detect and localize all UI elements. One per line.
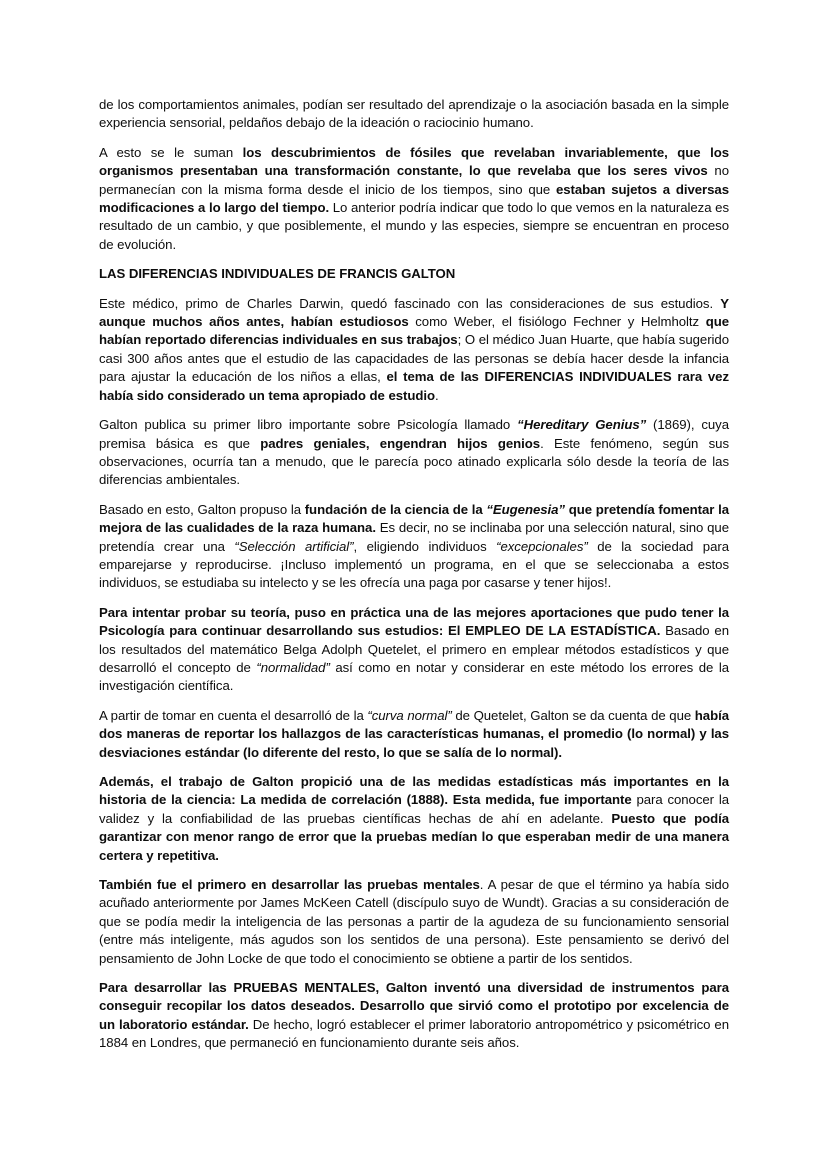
text-run-italic: “excepcionales” <box>496 538 588 554</box>
paragraph: Para desarrollar las PRUEBAS MENTALES, Galton inventó una diversidad de instrumentos para conseguir recopilar los datos deseados. Desarrollo que sirvió como el prototipo por excelencia de un laboratorio estándar. De hecho, logró establecer el primer laboratorio antropométrico y psicométrico en 1884 en Londres, que permaneció en funcionamiento durante seis años. <box>99 980 729 1051</box>
text-run-bold: Puesto que podía garantizar con menor rango de error que la pruebas medían lo que esperaban medir de una manera certera y repetitiva. <box>99 810 729 863</box>
text-run-bold: Y aunque muchos años antes, habían estudiosos <box>99 295 729 330</box>
text-run-bold: estaban sujetos a diversas modificaciones a lo largo del tiempo. <box>99 181 729 216</box>
text-run-bold-italic: “Hereditary Genius” <box>517 417 647 433</box>
text-run-bold: que habían reportado diferencias individuales en sus trabajos <box>99 314 729 348</box>
text-run-italic: “Selección artificial” <box>234 538 354 554</box>
text-run-bold: los descubrimientos de fósiles que revelaban invariablemente, que los organismos presentaban una transformación constante, lo que revelaba que los seres vivos <box>99 144 729 179</box>
paragraph: A partir de tomar en cuenta el desarrolló de la “curva normal” de Quetelet, Galton se da cuenta de que había dos maneras de reportar los hallazgos de las características humanas, el promedio (lo normal) y las desviaciones estándar (lo diferente del resto, lo que se salía de lo normal). <box>99 707 729 760</box>
paragraph: Además, el trabajo de Galton propició una de las medidas estadísticas más importantes en la historia de la ciencia: La medida de correlación (1888). Esta medida, fue importante para conocer la validez y la confiabilidad de las pruebas científicas hechas de ahí en adelante. Puesto que podía garantizar con menor rango de error que la pruebas medían lo que esperaban medir de una manera certera y repetitiva. <box>99 774 729 863</box>
paragraph: Basado en esto, Galton propuso la fundación de la ciencia de la “Eugenesia” que pretendía fomentar la mejora de las cualidades de la raza humana. Es decir, no se inclinaba por una selección natural, sino que pretendía crear una “Selección artificial”, eligiendo individuos “excepcionales” de la sociedad para emparejarse y reproducirse. ¡Incluso implementó un programa, en el que se seleccionaba a estos individuos, se estudiaba su intelecto y se les ofrecía una paga por casarse y tener hijos!. <box>99 501 730 591</box>
text-run-italic: “normalidad” <box>256 659 330 675</box>
text-run-bold: el tema de las DIFERENCIAS INDIVIDUALES rara vez había sido considerado un tema apropiado de estudio <box>99 369 729 403</box>
section-heading: LAS DIFERENCIAS INDIVIDUALES DE FRANCIS GALTON <box>99 266 456 282</box>
text-run-bold: Además, el trabajo de Galton propició una de las medidas estadísticas más importantes en la historia de la ciencia: La medida de correlación (1888). Esta medida, fue importante <box>99 774 729 808</box>
paragraph: A esto se le suman los descubrimientos de fósiles que revelaban invariablemente, que los organismos presentaban una transformación constante, lo que revelaba que los seres vivos no permanecían con la misma forma desde el inicio de los tiempos, sino que estaban sujetos a diversas modificaciones a lo largo del tiempo. Lo anterior podría indicar que todo lo que vemos en la naturaleza es resultado de un cambio, y que posiblemente, el mundo y las especies, siempre se encuentran en proceso de evolución. <box>99 144 729 252</box>
text-run-bold: fundación de la ciencia de la <box>304 501 487 517</box>
text-run-bold: que pretendía fomentar la mejora de las cualidades de la raza humana. <box>99 501 730 536</box>
paragraph: También fue el primero en desarrollar las pruebas mentales. A pesar de que el término ya había sido acuñado anteriormente por James McKeen Catell (discípulo suyo de Wundt). Gracias a su consideración de que se podía medir la inteligencia de las personas a partir de la agudeza de su funcionamiento sensorial (entre más inteligente, más agudos son los sentidos de una persona). Este pensamiento se derivó del pensamiento de John Locke de que todo el conocimiento se obtiene a partir de los sentidos. <box>99 877 729 966</box>
paragraph: Este médico, primo de Charles Darwin, quedó fascinado con las consideraciones de sus estudios. Y aunque muchos años antes, habían estudiosos como Weber, el fisiólogo Fechner y Helmholtz que habían reportado diferencias individuales en sus trabajos; O el médico Juan Huarte, que había sugerido casi 300 años antes que el estudio de las capacidades de las personas se debía hacer desde la infancia para ajustar la educación de los niños a ellas, el tema de las DIFERENCIAS INDIVIDUALES rara vez había sido considerado un tema apropiado de estudio. <box>99 295 729 403</box>
text-run-bold-italic: “Eugenesia” <box>486 501 565 517</box>
document-body <box>99 96 729 1053</box>
text-run-bold: había dos maneras de reportar los hallazgos de las características humanas, el promedio (lo normal) y las desviaciones estándar (lo diferente del resto, lo que se salía de lo normal). <box>99 707 729 760</box>
text-run-italic: “curva normal” <box>367 707 452 723</box>
text-run-bold: Para intentar probar su teoría, puso en práctica una de las mejores aportaciones que pudo tener la Psicología para continuar desarrollando sus estudios: El EMPLEO DE LA ESTADÍSTICA. <box>99 604 729 639</box>
paragraph: de los comportamientos animales, podían ser resultado del aprendizaje o la asociación basada en la simple experiencia sensorial, peldaños debajo de la ideación o raciocinio humano. <box>99 97 729 131</box>
text-run-bold: Para desarrollar las PRUEBAS MENTALES, Galton inventó una diversidad de instrumentos para conseguir recopilar los datos deseados. Desarrollo que sirvió como el prototipo por excelencia de un laboratorio estándar. <box>99 980 729 1032</box>
text-run-bold: padres geniales, engendran hijos genios <box>260 435 541 451</box>
paragraph: Para intentar probar su teoría, puso en práctica una de las mejores aportaciones que pudo tener la Psicología para continuar desarrollando sus estudios: El EMPLEO DE LA ESTADÍSTICA. Basado en los resultados del matemático Belga Adolph Quetelet, el primero en emplear métodos estadísticos y que desarrolló el concepto de “normalidad” así como en notar y considerar en este método los errores de la investigación científica. <box>99 604 729 694</box>
text-run-bold: También fue el primero en desarrollar las pruebas mentales <box>99 877 480 893</box>
paragraph: Galton publica su primer libro importante sobre Psicología llamado “Hereditary Genius” (1869), cuya premisa básica es que padres geniales, engendran hijos genios. Este fenómeno, según sus observaciones, ocurría tan a menudo, que le parecía poco atinado explicarla sólo desde la teoría de las diferencias ambientales. <box>99 417 729 488</box>
